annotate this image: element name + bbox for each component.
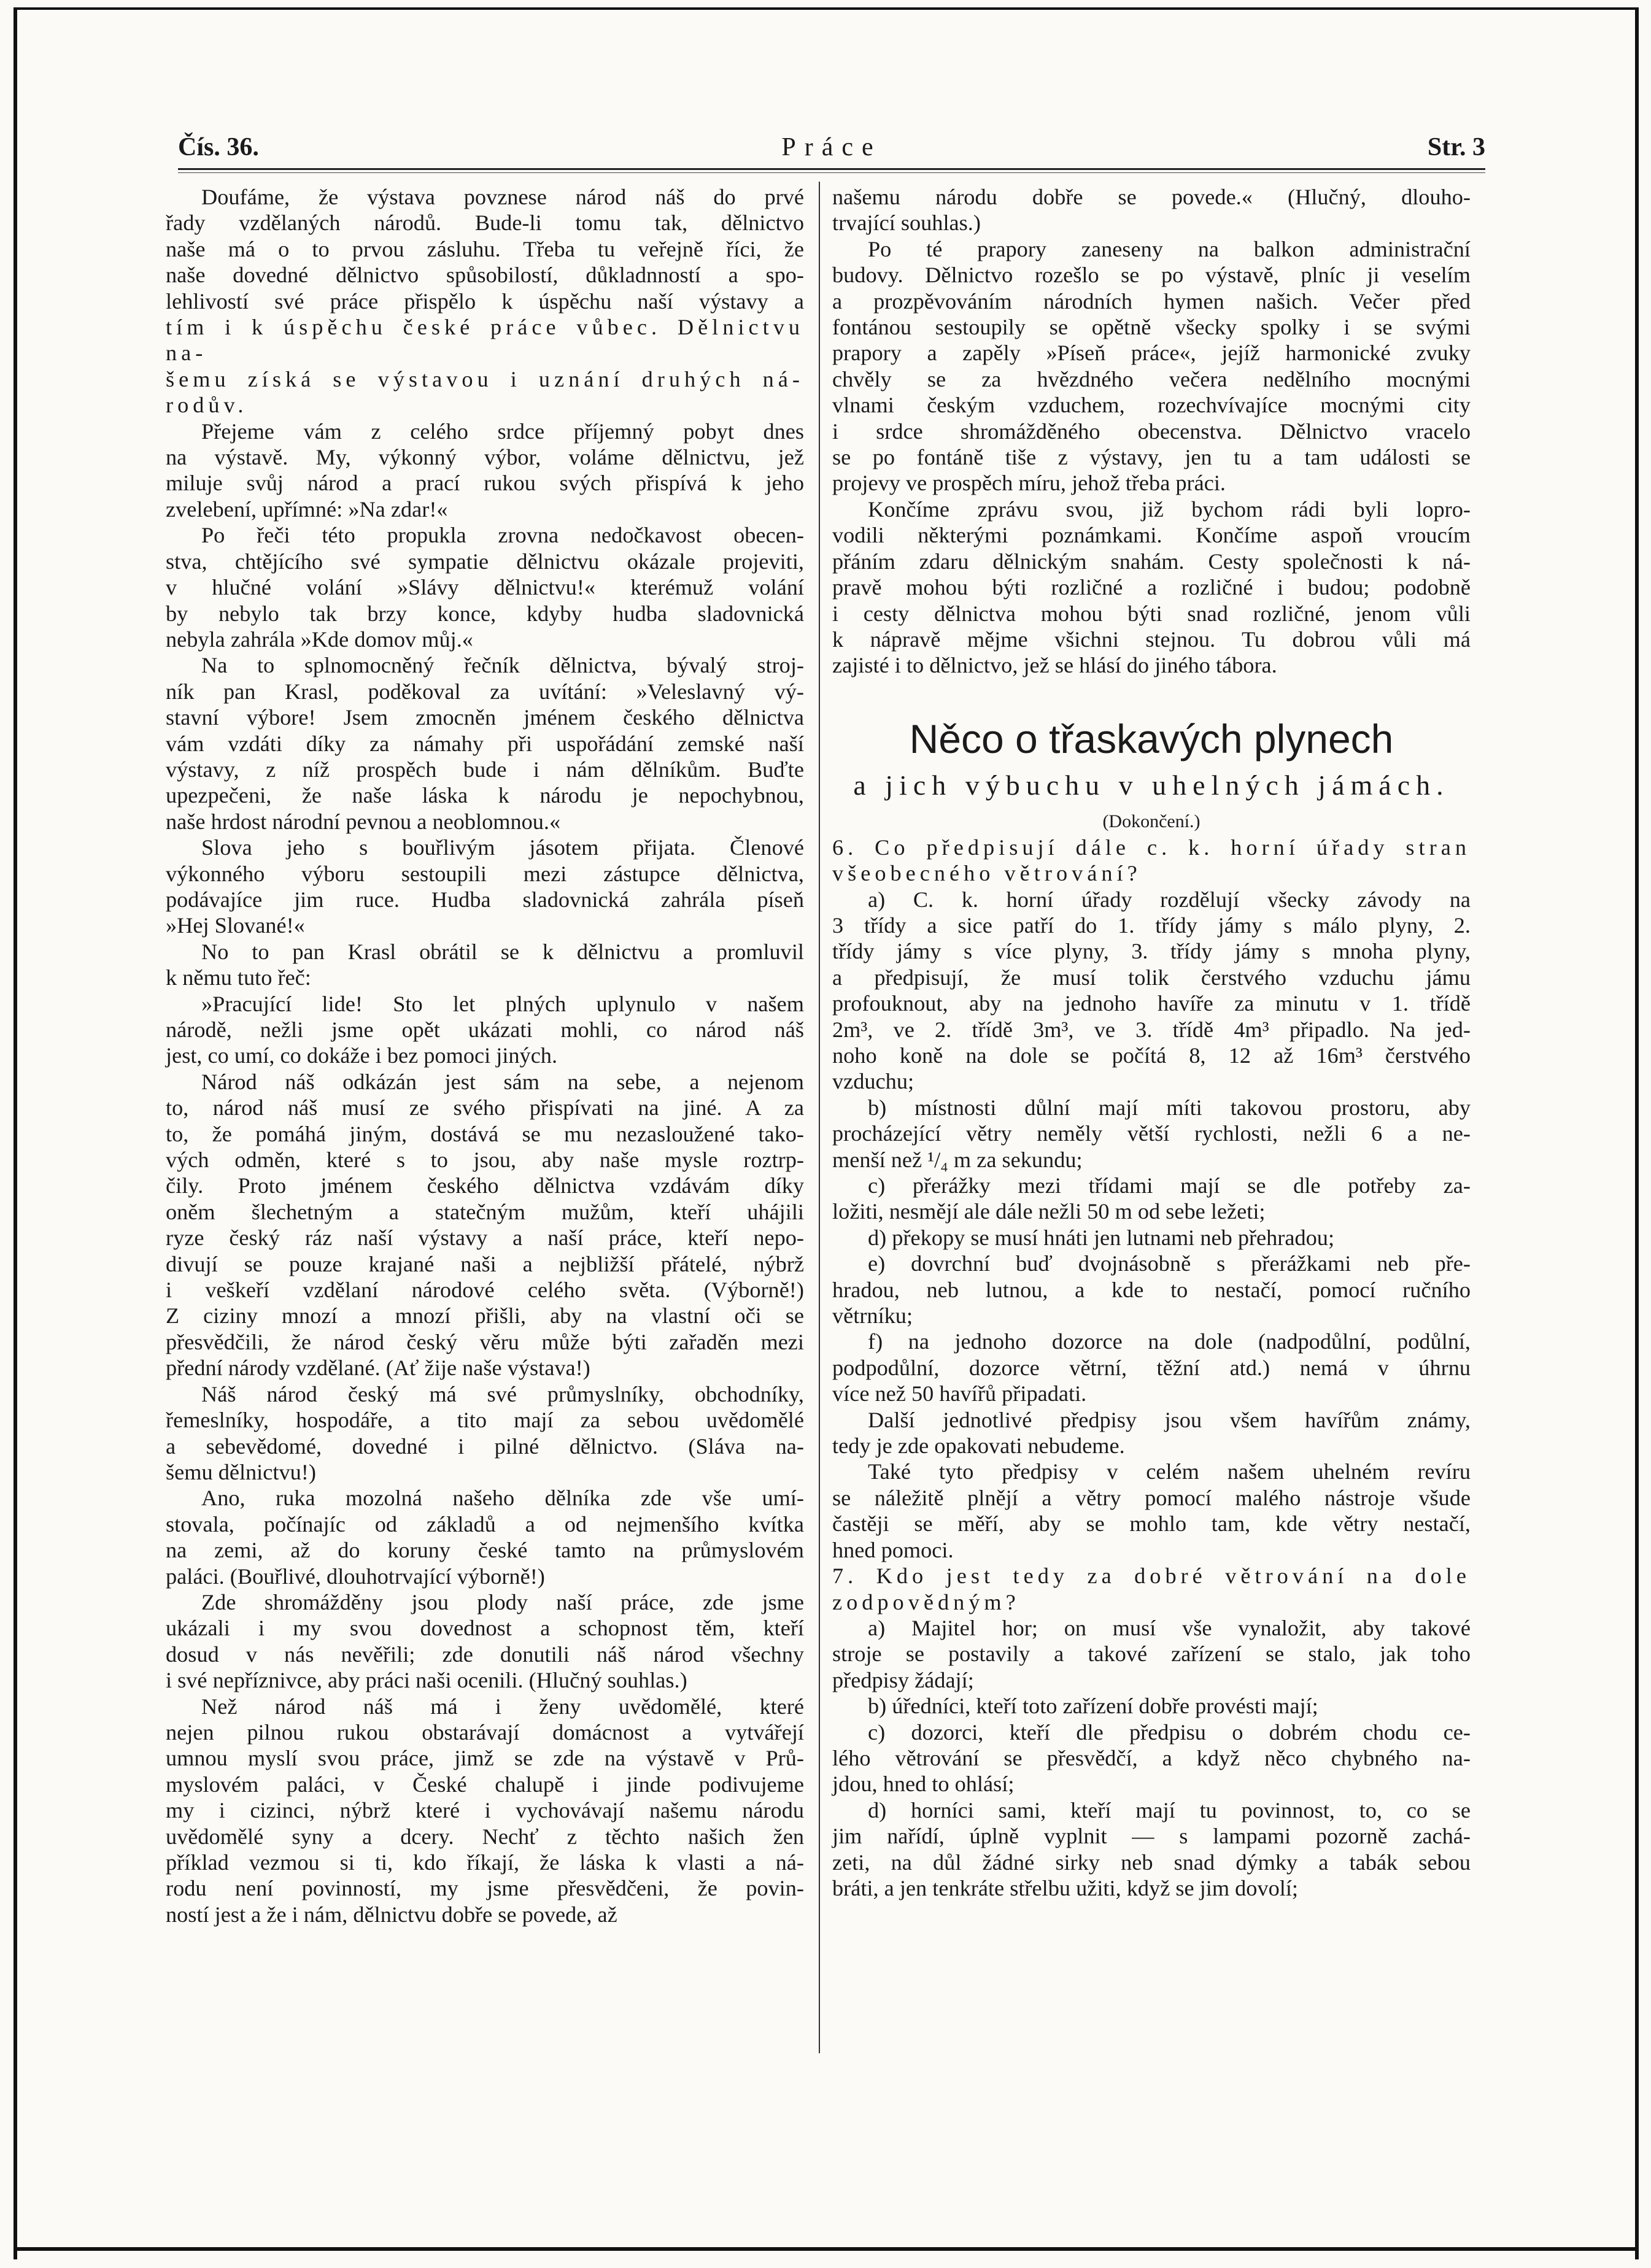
text-line: lého větrování se přesvědčí, a když něco chybného na-: [832, 1745, 1471, 1770]
text-line: Po té prapory zaneseny na balkon administrační: [868, 236, 1471, 261]
continued-note: (Dokončení.): [1102, 811, 1201, 831]
text-line: to, národ náš musí ze svého přispívati na jiné. A za: [166, 1095, 804, 1120]
text-line: k nápravě mějme všichni stejnou. Tu dobrou vůli má: [832, 627, 1471, 652]
text-line: jest, co umí, co dokáže i bez pomoci jiných.: [166, 1043, 558, 1068]
text-line: tedy je zde opakovati nebudeme.: [832, 1433, 1125, 1459]
text-line: více než 50 havířů připadati.: [832, 1381, 1087, 1406]
text-line: rodův.: [166, 393, 248, 418]
text-line: hned pomoci.: [832, 1537, 954, 1562]
text-line: vodili některými poznámkami. Končíme aspoň vroucím: [832, 523, 1471, 548]
text-line: c) dozorci, kteří dle předpisu o dobrém chodu ce-: [868, 1719, 1471, 1745]
text-line: řady vzdělaných národů. Bude-li tomu tak, dělnictvo: [166, 210, 804, 236]
text-line: bráti, a jen tenkráte střelbu užiti, když se jim dovolí;: [832, 1875, 1299, 1900]
text-line: divují se pouze krajané naši a nejbližší přátelé, nýbrž: [166, 1251, 804, 1276]
text-line: uvědomělé syny a dcery. Nechť z těchto našich žen: [166, 1824, 804, 1849]
text-line: oněm šlechetným a statečným mužům, kteří uhájili: [166, 1199, 804, 1224]
text-line: Ano, ruka mozolná našeho dělníka zde vše umí-: [201, 1486, 804, 1511]
article-subtitle: a jich výbuchu v uhelných jámách.: [853, 769, 1450, 801]
text-line: trvající souhlas.): [832, 210, 981, 236]
text-line: Končíme zprávu svou, již bychom rádi byli lopro-: [868, 496, 1471, 522]
text-line: zodpovědným?: [832, 1589, 1020, 1614]
article-title: Něco o třaskavých plynech: [909, 716, 1394, 762]
text-line: stovala, počínajíc od základů a od nejmenšího kvítka: [166, 1511, 804, 1537]
text-line: paláci. (Bouřlivé, dlouhotrvající výborně!): [166, 1564, 545, 1589]
text-line: předpisy žádají;: [832, 1667, 974, 1692]
text-line: i veškeří vzdělaní národové celého světa. (Výborně!): [166, 1278, 804, 1303]
text-line: přáním zdaru dělnickým snahám. Cesty společnosti k ná-: [832, 549, 1471, 574]
text-line: zajisté i to dělnictvo, jež se hlásí do jiného tábora.: [832, 653, 1277, 678]
text-line: »Hej Slované!«: [166, 913, 305, 938]
column-divider: [819, 182, 820, 2053]
text-line: podávajíce jim ruce. Hudba sladovnická zahrála píseň: [166, 887, 804, 912]
text-line: ností jest a že i nám, dělnictvu dobře se povede, až: [166, 1902, 617, 1927]
text-line: e) dovrchní buď dvojnásobně s přerážkami neb pře-: [868, 1251, 1471, 1276]
text-line: lehlivostí své práce přispělo k úspěchu naší výstavy a: [166, 288, 804, 314]
text-line: a prozpěvováním národních hymen našich. Večer před: [832, 288, 1471, 314]
text-line: šemu dělnictvu!): [166, 1459, 316, 1484]
text-line: našemu národu dobře se povede.« (Hlučný, dlouho-: [832, 185, 1471, 209]
text-line: zvelebení, upřímné: »Na zdar!«: [166, 496, 448, 522]
text-line: na zemi, až do koruny české tamto na průmyslovém: [166, 1538, 804, 1563]
text-line: »Pracující lide! Sto let plných uplynulo v našem: [201, 991, 804, 1016]
text-line: projevy ve prospěch míru, jehož třeba práci.: [832, 471, 1226, 496]
text-line: b) místnosti důlní mají míti takovou prostoru, aby: [868, 1095, 1471, 1120]
text-line: čily. Proto jménem českého dělnictva vzdávám díky: [166, 1173, 804, 1198]
text-line: d) horníci sami, kteří mají tu povinnost, to, co se: [868, 1797, 1471, 1822]
text-line: 3 třídy a sice patří do 1. třídy jámy s málo plyny, 2.: [832, 912, 1471, 938]
text-line: se po fontáně tiše z výstavy, jen tu a tam události se: [832, 445, 1471, 470]
text-line: výstavy, z níž prospěch bude i nám dělníkům. Buďte: [166, 757, 804, 782]
text-line: 7. Kdo jest tedy za dobré větrování na dole: [832, 1564, 1471, 1589]
text-line: k němu tuto řeč:: [166, 965, 311, 990]
text-line: prapory a zapěly »Píseň práce«, jejíž harmonické zvuky: [832, 341, 1471, 366]
page-number: Str. 3: [1427, 133, 1485, 161]
text-line: ník pan Krasl, poděkoval za uvítání: »Veleslavný vý-: [166, 679, 804, 704]
text-line: c) přerážky mezi třídami mají se dle potřeby za-: [868, 1173, 1471, 1198]
text-line: b) úředníci, kteří toto zařízení dobře provésti mají;: [868, 1694, 1318, 1719]
text-line: stroje se postavily a takové zařízení se stalo, jak toho: [832, 1641, 1471, 1667]
text-line: všeobecného větrování?: [832, 861, 1142, 886]
text-line: budovy. Dělnictvo rozešlo se po výstavě, plníc ji veselím: [832, 263, 1471, 288]
text-line: přední národy vzdělané. (Ať žije naše výstava!): [166, 1356, 590, 1381]
text-line: i své nepříznivce, aby práci naši ocenili. (Hlučný souhlas.): [166, 1668, 687, 1693]
text-line: Na to splnomocněný řečník dělnictva, bývalý stroj-: [201, 653, 804, 678]
text-line: miluje svůj národ a prací rukou svých přispívá k jeho: [166, 471, 804, 496]
article-body: [832, 835, 1471, 1902]
text-line: výkonného výboru sestoupili mezi zástupce dělnictva,: [166, 861, 804, 886]
text-line: rodu není povinností, my jsme přesvědčeni, že povin-: [166, 1876, 804, 1901]
text-line: zeti, na důl žádné sirky neb snad dýmky a tabák sebou: [832, 1850, 1471, 1875]
text-line: myslovém paláci, v České chalupě i jinde podivujeme: [166, 1772, 804, 1797]
text-line: i cesty dělnictva mohou býti snad rozličné, jenom vůli: [832, 601, 1471, 626]
text-line: a předpisují, že musí tolik čerstvého vzduchu jámu: [832, 965, 1471, 990]
right-column: [832, 184, 1471, 1901]
text-line: naše dovedné dělnictvo spůsobilostí, důkladnností a spo-: [166, 263, 804, 288]
text-line: vám vzdáti díky za námahy při uspořádání zemské naší: [166, 731, 804, 756]
text-line: Než národ náš má i ženy uvědomělé, které: [201, 1694, 804, 1719]
text-line: Náš národ český má své průmyslníky, obchodníky,: [201, 1381, 804, 1406]
text-line: podpodůlní, dozorce větrní, těžní atd.) nemá v úhrnu: [832, 1355, 1471, 1380]
newspaper-title: Práce: [781, 133, 882, 161]
text-line: vých odměn, které s to jsou, aby naše mysle roztrp-: [166, 1148, 804, 1173]
text-line: naše má o to prvou zásluhu. Třeba tu veřejně říci, že: [166, 236, 804, 261]
text-line: národě, nežli jsme opět ukázati mohli, co národ náš: [166, 1017, 804, 1042]
text-line: ukázali i my svou dovednost a schopnost těm, kteří: [166, 1616, 804, 1641]
text-line: d) překopy se musí hnáti jen lutnami neb přehradou;: [868, 1225, 1335, 1250]
text-line: tím i k úspěchu české práce vůbec. Dělnictvu na-: [166, 315, 804, 366]
text-line: to, že pomáhá jiným, dostává se mu nezasloužené tako-: [166, 1121, 804, 1146]
text-line: profouknout, aby na jednoho havíře za minutu v 1. třídě: [832, 991, 1471, 1016]
text-line: ryze český ráz naší výstavy a naší práce, kteří nepo-: [166, 1225, 804, 1251]
page-header: [178, 133, 1485, 169]
text-line: naše hrdost národní pevnou a neoblomnou.«: [166, 809, 561, 834]
text-line: na výstavě. My, výkonný výbor, voláme dělnictvu, jež: [166, 445, 804, 470]
text-line: menší než ¹/₄ m za sekundu;: [832, 1147, 1083, 1172]
text-line: v hlučné volání »Slávy dělnictvu!« kterémuž volání: [166, 575, 804, 600]
text-line: jim nařídí, úplně vyplnit — s lampami pozorně zachá-: [832, 1824, 1471, 1849]
text-line: přesvědčili, že národ český věru může býti zařaděn mezi: [166, 1329, 804, 1354]
text-line: Také tyto předpisy v celém našem uhelném revíru: [868, 1459, 1471, 1484]
text-line: umnou myslí svou práce, jimž se zde na výstavě v Prů-: [166, 1746, 804, 1771]
text-line: procházející větry neměly větší rychlosti, nežli 6 a ne-: [832, 1121, 1471, 1146]
text-line: jdou, hned to ohlásí;: [832, 1772, 1015, 1797]
text-line: fontánou sestoupily se opětně všecky spolky i se svými: [832, 315, 1471, 340]
text-line: třídy jámy s více plyny, 3. třídy jámy s mnoha plyny,: [832, 939, 1471, 964]
text-line: upezpečeni, že naše láska k národu je nepochybnou,: [166, 783, 804, 808]
bottom-rule: [14, 2247, 1639, 2251]
text-line: noho koně na dole se počítá 8, 12 až 16m³ čerstvého: [832, 1043, 1471, 1068]
header-rule: [178, 168, 1485, 173]
text-line: vzduchu;: [832, 1069, 914, 1094]
text-line: Slova jeho s bouřlivým jásotem přijata. Členové: [201, 835, 804, 860]
text-line: i srdce shromážděného obecenstva. Dělnictvo vracelo: [832, 418, 1471, 444]
text-line: a sebevědomé, dovedné i pilné dělnictvo. (Sláva na-: [166, 1433, 804, 1459]
issue-number: Čís. 36.: [178, 133, 259, 161]
text-line: Po řeči této propukla zrovna nedočkavost obecen-: [201, 523, 804, 548]
text-line: my i cizinci, nýbrž které i vychovávají našemu národu: [166, 1798, 804, 1823]
text-line: větrníku;: [832, 1303, 913, 1329]
text-line: 2m³, ve 2. třídě 3m³, ve 3. třídě 4m³ připadlo. Na jed-: [832, 1017, 1471, 1042]
text-line: pravě mohou býti rozličné a rozličné i budou; podobně: [832, 575, 1471, 600]
text-line: vlnami českým vzduchem, rozechvívajíce mocnými city: [832, 393, 1471, 418]
text-line: Z ciziny mnozí a mnozí přišli, aby na vlastní oči se: [166, 1303, 804, 1329]
text-line: 6. Co předpisují dále c. k. horní úřady stran: [832, 835, 1471, 860]
text-line: ložiti, nesmějí ale dále nežli 50 m od sebe ležeti;: [832, 1199, 1266, 1224]
text-line: stavní výbore! Jsem zmocněn jménem českého dělnictva: [166, 705, 804, 730]
text-line: nejen pilnou rukou obstarávají domácnost a vytvářejí: [166, 1719, 804, 1745]
text-line: by nebylo tak brzy konce, kdyby hudba sladovnická: [166, 601, 804, 626]
text-line: hradou, neb lutnou, a kde to nestačí, pomocí ručního: [832, 1277, 1471, 1302]
text-line: Další jednotlivé předpisy jsou všem havířům známy,: [868, 1407, 1471, 1432]
text-line: šemu získá se výstavou i uznání druhých ná-: [166, 366, 804, 392]
text-line: No to pan Krasl obrátil se k dělnictvu a promluvil: [201, 939, 804, 964]
text-line: chvěly se za hvězdného večera nedělního mocnými: [832, 366, 1471, 392]
text-line: Národ náš odkázán jest sám na sebe, a nejenom: [201, 1069, 804, 1094]
report-continuation: [832, 184, 1471, 679]
text-line: častěji se měří, aby se mohlo tam, kde větry nestačí,: [832, 1511, 1471, 1537]
text-line: Zde shromážděny jsou plody naší práce, zde jsme: [201, 1589, 804, 1614]
text-line: se náležitě plnějí a větry pomocí malého nástroje všude: [832, 1485, 1471, 1510]
text-line: dosud v nás nevěřili; zde donutili náš národ všechny: [166, 1641, 804, 1667]
text-line: a) C. k. horní úřady rozdělují všecky závody na: [868, 887, 1471, 912]
text-line: Přejeme vám z celého srdce příjemný pobyt dnes: [201, 418, 804, 444]
text-line: f) na jednoho dozorce na dole (nadpodůlní, podůlní,: [868, 1329, 1471, 1354]
text-line: řemeslníky, hospodáře, a tito mají za sebou uvědomělé: [166, 1408, 804, 1433]
text-line: stva, chtějícího své sympatie dělnictvu okázale projeviti,: [166, 549, 804, 574]
text-line: nebyla zahrála »Kde domov můj.«: [166, 627, 473, 652]
text-line: příklad vezmou si ti, kdo říkají, že láska k vlasti a ná-: [166, 1850, 804, 1875]
left-column: [166, 184, 804, 1927]
text-line: a) Majitel hor; on musí vše vynaložit, aby takové: [868, 1615, 1471, 1640]
text-line: Doufáme, že výstava povznese národ náš do prvé: [201, 185, 804, 209]
